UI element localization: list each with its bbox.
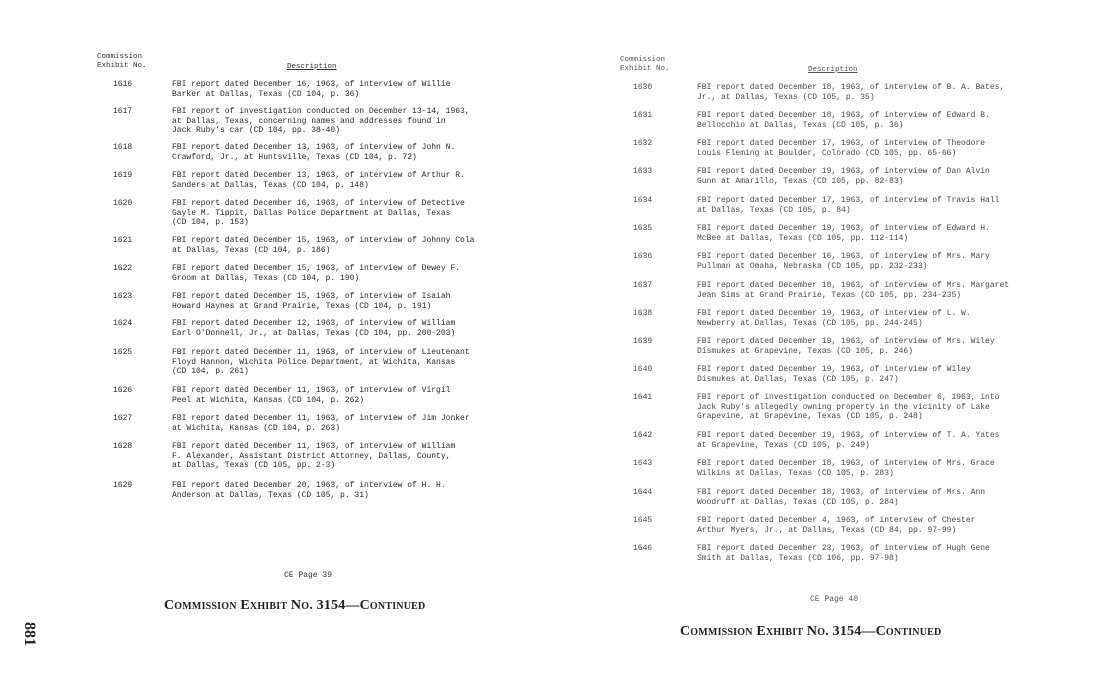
exhibit-number: 1645 <box>633 516 653 525</box>
exhibit-description: FBI report dated December 13, 1963, of interview of Arthur R. Sanders at Dallas, Texas (CD 104, p. 148) <box>172 171 465 190</box>
exhibit-description: FBI report dated December 19, 1963, of interview of L. W. Newberry at Dallas, Texas (CD 105, pp. 244-245) <box>697 309 971 328</box>
exhibit-description: FBI report dated December 19, 1963, of interview of Wiley Dismukes at Dallas, Texas (CD 105, p. 247) <box>697 365 971 384</box>
exhibit-description: FBI report dated December 18, 1963, of interview of Mrs. Ann Woodruff at Dallas, Texas (CD 105, p. 284) <box>697 488 986 507</box>
exhibit-description: FBI report dated December 16, 1963, of interview of Willie Barker at Dallas, Texas (CD 104, p. 36) <box>172 80 451 99</box>
exhibit-description: FBI report dated December 16, 1963, of interview of Mrs. Mary Pullman at Omaha, Nebraska (CD 105, pp. 232-233) <box>697 252 990 271</box>
exhibit-number: 1624 <box>113 319 133 328</box>
exhibit-description: FBI report dated December 23, 1963, of interview of Hugh Gene Smith at Dallas, Texas (CD 106, pp. 97-98) <box>697 544 990 563</box>
exhibit-number: 1635 <box>633 224 653 233</box>
exhibit-number: 1637 <box>633 281 653 290</box>
page-title: Commission Exhibit No. 3154—Continued <box>680 624 942 639</box>
exhibit-description: FBI report dated December 19, 1963, of interview of T. A. Yates at Grapevine, Texas (CD 105, p. 249) <box>697 431 1000 450</box>
exhibit-description: FBI report dated December 18, 1963, of interview of B. A. Bates, Jr., at Dallas, Texas (CD 105, p. 35) <box>697 83 1005 102</box>
description-header: Description <box>287 63 337 71</box>
exhibit-number: 1625 <box>113 348 133 357</box>
exhibit-number: 1619 <box>113 171 133 180</box>
exhibit-description: FBI report of investigation conducted on December 13-14, 1963, at Dallas, Texas, concerning names and addresses found in Jack Ruby's car (CD 104, pp. 38-40) <box>172 107 470 135</box>
exhibit-number: 1632 <box>633 139 653 148</box>
exhibit-description: FBI report dated December 15, 1963, of interview of Johnny Cola at Dallas, Texas (CD 104, p. 186) <box>172 236 475 255</box>
exhibit-description: FBI report dated December 18, 1963, of interview of Mrs. Margaret Jean Sims at Grand Prairie, Texas (CD 105, pp. 234-235) <box>697 281 1010 300</box>
exhibit-number: 1627 <box>113 414 133 423</box>
exhibit-description: FBI report of investigation conducted on December 6, 1963, into Jack Ruby's allegedly owning property in the vicinity of Lake Grapevine, at Grapevine, Texas (CD 105, p. 248) <box>697 393 1000 421</box>
page-label: CE Page 40 <box>810 595 859 604</box>
exhibit-description: FBI report dated December 19, 1963, of interview of Mrs. Wiley Dismukes at Grapevine, Texas (CD 105, p. 246) <box>697 337 995 356</box>
page-title: Commission Exhibit No. 3154—Continued <box>164 598 426 613</box>
exhibit-description: FBI report dated December 11, 1963, of interview of William F. Alexander, Assistant District Attorney, Dallas, County, at Dallas, Texas (CD 105, pp. 2-3) <box>172 442 456 470</box>
folio-number: 881 <box>21 622 38 646</box>
exhibit-description: FBI report dated December 15, 1963, of interview of Dewey F. Groom at Dallas, Texas (CD 104, p. 190) <box>172 264 461 283</box>
page-label: CE Page 39 <box>284 571 333 580</box>
exhibit-description: FBI report dated December 16, 1963, of interview of Detective Gayle M. Tippit, Dallas Police Department at Dallas, Texas (CD 104, p. 153) <box>172 199 465 227</box>
exhibit-number: 1640 <box>633 365 653 374</box>
exhibit-number: 1623 <box>113 292 133 301</box>
exhibit-description: FBI report dated December 11, 1963, of interview of Jim Jonker at Wichita, Kansas (CD 104, p. 263) <box>172 414 470 433</box>
exhibit-number: 1641 <box>633 393 653 402</box>
exhibit-number: 1618 <box>113 143 133 152</box>
exhibit-description: FBI report dated December 20, 1963, of interview of H. H. Anderson at Dallas, Texas (CD 105, p. 31) <box>172 481 446 500</box>
exhibit-description: FBI report dated December 15, 1963, of interview of Isaiah Howard Haynes at Grand Prairie, Texas (CD 104, p. 191) <box>172 292 451 311</box>
exhibit-number: 1631 <box>633 111 653 120</box>
exhibit-number: 1638 <box>633 309 653 318</box>
exhibit-description: FBI report dated December 17, 1963, of interview of Theodore Louis Fleming at Boulder, Colorado (CD 105, pp. 65-66) <box>697 139 986 158</box>
exhibit-number-header: Commission Exhibit No. <box>97 53 147 70</box>
exhibit-description: FBI report dated December 11, 1963, of interview of Lieutenant Floyd Hannon, Wichita Police Department, at Wichita, Kansas (CD 104, p. 261) <box>172 348 470 376</box>
exhibit-number: 1636 <box>633 252 653 261</box>
exhibit-number: 1626 <box>113 386 133 395</box>
exhibit-number: 1639 <box>633 337 653 346</box>
exhibit-description: FBI report dated December 19, 1963, of interview of Edward H. McBee at Dallas, Texas (CD 105, pp. 112-114) <box>697 224 990 243</box>
exhibit-number: 1644 <box>633 488 653 497</box>
exhibit-description: FBI report dated December 18, 1963, of interview of Mrs. Grace Wilkins at Dallas, Texas (CD 105, p. 283) <box>697 459 995 478</box>
exhibit-number: 1620 <box>113 199 133 208</box>
exhibit-number: 1622 <box>113 264 133 273</box>
exhibit-description: FBI report dated December 11, 1963, of interview of Virgil Peel at Wichita, Kansas (CD 104, p. 262) <box>172 386 451 405</box>
exhibit-description: FBI report dated December 4, 1963, of interview of Chester Arthur Myers, Jr., at Dallas, Texas (CD 84, pp. 97-99) <box>697 516 976 535</box>
exhibit-description: FBI report dated December 17, 1963, of interview of Travis Hall at Dallas, Texas (CD 105, p. 84) <box>697 196 1000 215</box>
exhibit-number: 1642 <box>633 431 653 440</box>
exhibit-number: 1617 <box>113 107 133 116</box>
exhibit-number: 1630 <box>633 83 653 92</box>
exhibit-number: 1616 <box>113 80 133 89</box>
exhibit-number: 1646 <box>633 544 653 553</box>
exhibit-description: FBI report dated December 19, 1963, of interview of Dan Alvin Gunn at Amarillo, Texas (CD 105, pp. 82-83) <box>697 167 990 186</box>
exhibit-number: 1629 <box>113 481 133 490</box>
exhibit-description: FBI report dated December 18, 1963, of interview of Edward B. Bellocchio at Dallas, Texas (CD 105, p. 36) <box>697 111 990 130</box>
description-header: Description <box>808 66 858 74</box>
exhibit-number: 1634 <box>633 196 653 205</box>
exhibit-number: 1633 <box>633 167 653 176</box>
exhibit-number: 1643 <box>633 459 653 468</box>
exhibit-description: FBI report dated December 13, 1963, of interview of John N. Crawford, Jr., at Huntsville, Texas (CD 104, p. 72) <box>172 143 456 162</box>
exhibit-number-header: Commission Exhibit No. <box>620 56 670 73</box>
exhibit-number: 1621 <box>113 236 133 245</box>
exhibit-number: 1628 <box>113 442 133 451</box>
exhibit-description: FBI report dated December 12, 1963, of interview of William Earl O'Donnell, Jr., at Dallas, Texas (CD 104, pp. 200-203) <box>172 319 456 338</box>
